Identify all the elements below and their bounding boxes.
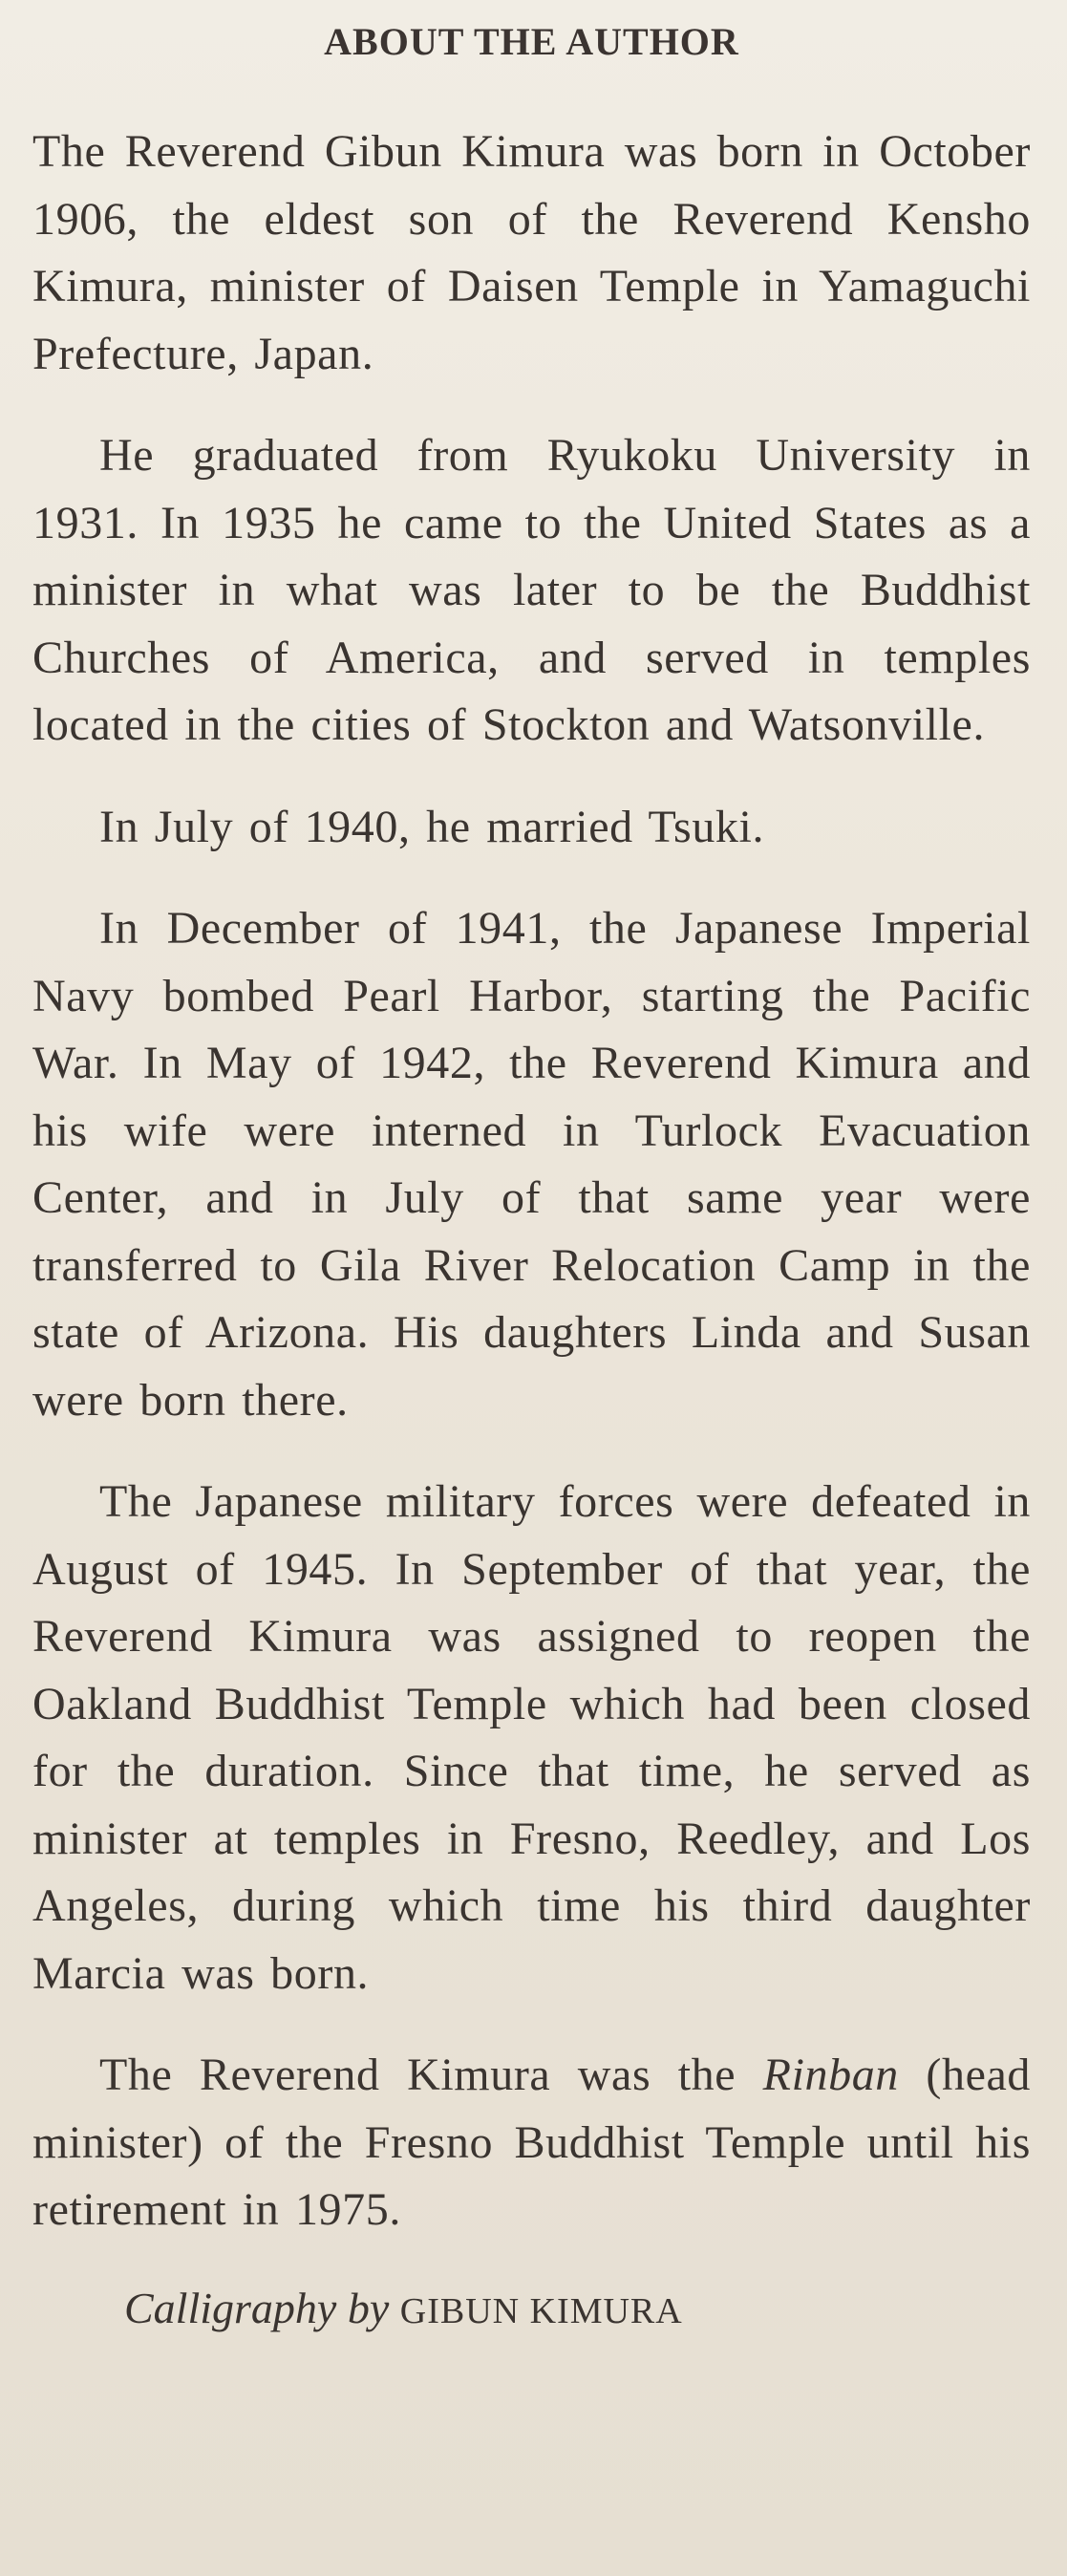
paragraph-internment: In December of 1941, the Japanese Imperial Navy bombed Pearl Harbor, starting the Pacific War. In May of 1942, the Reverend Kimura and his wife were interned in Turlock Evacuation Center, and in July of that same year were transferred to Gila River Relocation Camp in the state of Arizona. His daughters Linda and Susan were born there.: [32, 903, 1031, 1426]
rinban-term: Rinban: [762, 2050, 899, 2100]
paragraph-retirement: [32, 2042, 1031, 2244]
retirement-text-start: The Reverend Kimura was the: [99, 2050, 763, 2100]
paragraph-education: He graduated from Ryukoku University in 1931. In 1935 he came to the United States as a minister in what was later to be the Buddhist Churches of America, and served in temples located in the cities of Stockton and Watsonville.: [32, 430, 1031, 750]
about-the-author-page: [32, 0, 1031, 2345]
page-heading: ABOUT THE AUTHOR: [324, 20, 739, 63]
paragraph-postwar: The Japanese military forces were defeated in August of 1945. In September of that year, the Reverend Kimura was assigned to reopen the Oakland Buddhist Temple which had been closed for the duration. Since that time, he served as minister at temples in Fresno, Reedley, and Los Angeles, during which time his third daughter Marcia was born.: [32, 1476, 1031, 1999]
credit-prefix: Calligraphy by: [124, 2283, 390, 2332]
paragraph-marriage: In July of 1940, he married Tsuki.: [99, 801, 765, 852]
credit-name: GIBUN KIMURA: [399, 2290, 683, 2331]
paragraph-birth: The Reverend Gibun Kimura was born in October 1906, the eldest son of the Reverend Kensho Kimura, minister of Daisen Temple in Yamaguchi Prefecture, Japan.: [32, 126, 1031, 379]
calligraphy-credit: [32, 2275, 1031, 2345]
retirement-text-end: (head minister) of the Fresno Buddhist Temple until his retirement in 1975.: [32, 2050, 1031, 2235]
